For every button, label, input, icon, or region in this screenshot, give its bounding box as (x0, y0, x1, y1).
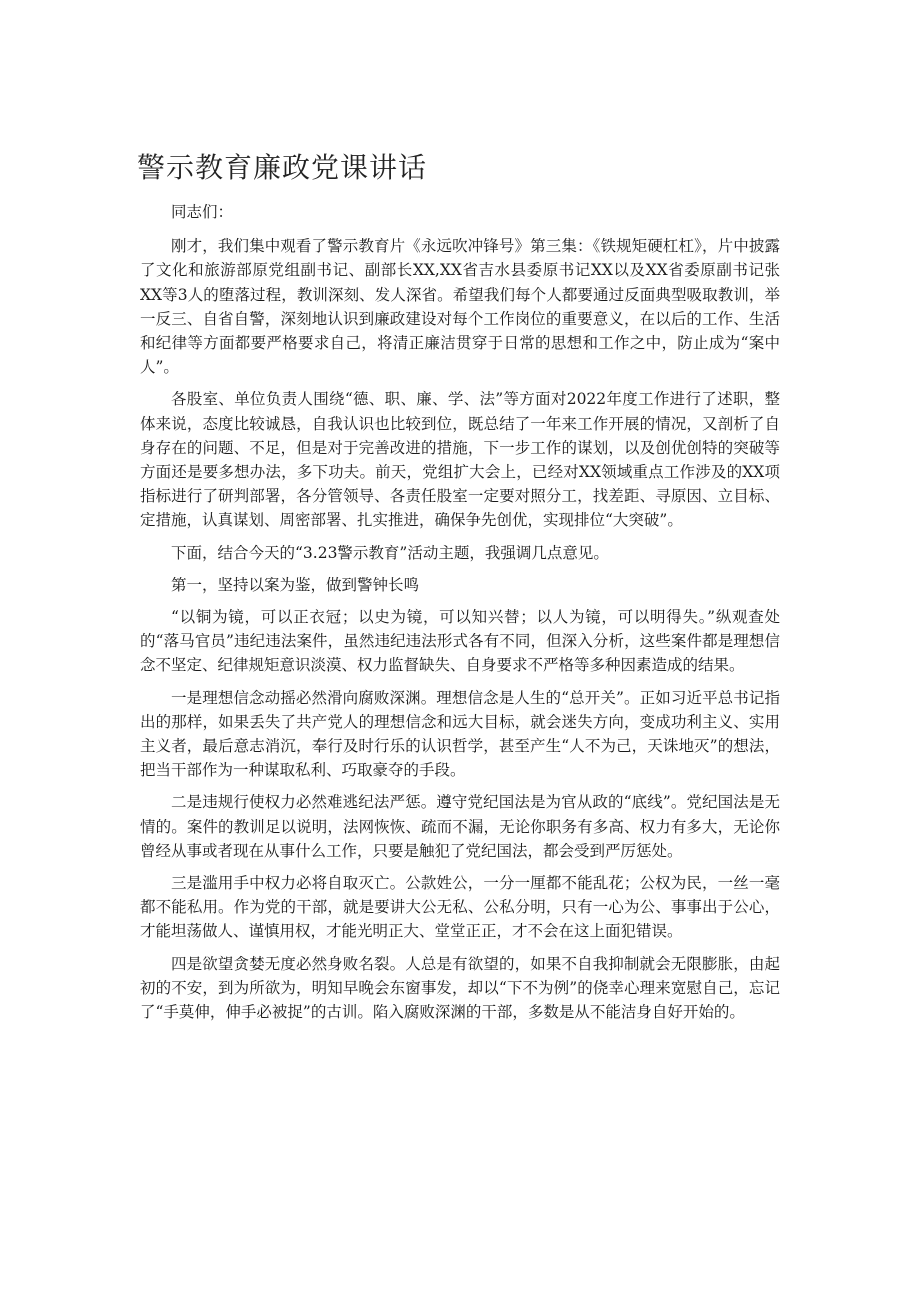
paragraph-point-three: 三是滥用手中权力必将自取灭亡。公款姓公，一分一厘都不能乱花；公权为民，一丝一毫都不能私用。作为党的干部，就是要讲大公无私、公私分明，只有一心为公、事事出于公心，才能坦荡做人、谨慎用权，才能光明正大、堂堂正正，才不会在这上面犯错误。 (140, 874, 780, 941)
document-body (140, 200, 780, 1032)
salutation: 同志们： (171, 203, 234, 221)
paragraph-point-two: 二是违规行使权力必然难逃纪法严惩。遵守党纪国法是为官从政的“底线”。党纪国法是无情的。案件的教训足以说明，法网恢恢、疏而不漏，无论你职务有多高、权力有多大，无论你曾经从事或者现在从事什么工作，只要是触犯了党纪国法，都会受到严厉惩处。 (140, 793, 780, 860)
section-heading: 第一，坚持以案为鉴，做到警钟长鸣 (171, 575, 420, 594)
document-title: 警示教育廉政党课讲话 (137, 151, 428, 184)
paragraph-quote: “以铜为镜，可以正衣冠；以史为镜，可以知兴替；以人为镜，可以明得失。”纵观查处的“落马官员”违纪违法案件，虽然违纪违法形式各有不同，但深入分析，这些案件都是理想信念不坚定、纪律规矩意识淡漠、权力监督缺失、自身要求不严格等多种因素造成的结果。 (140, 608, 780, 675)
paragraph-transition: 下面，结合今天的“3.23警示教育”活动主题，我强调几点意见。 (171, 543, 609, 562)
paragraph-review: 各股室、单位负责人围绕“德、职、廉、学、法”等方面对2022年度工作进行了述职，整体来说，态度比较诚恳，自我认识也比较到位，既总结了一年来工作开展的情况，又剖析了自身存在的问题、不足，但是对于完善改进的措施，下一步工作的谋划，以及创优创特的突破等方面还是要多想办法，多下功夫。前天，党组扩大会上，已经对XX领域重点工作涉及的XX项指标进行了研判部署，各分管领导、各责任股室一定要对照分工，找差距、寻原因、立目标、定措施，认真谋划、周密部署、扎实推进，确保争先创优，实现排位“大突破”。 (140, 390, 780, 530)
paragraph-intro: 刚才，我们集中观看了警示教育片《永远吹冲锋号》第三集：《铁规矩硬杠杠》，片中披露了文化和旅游部原党组副书记、副部长XX,XX省吉水县委原书记XX以及XX省委原副书记张XX等3人的堕落过程，教训深刻、发人深省。希望我们每个人都要通过反面典型吸取教训，举一反三、自省自警，深刻地认识到廉政建设对每个工作岗位的重要意义，在以后的工作、生活和纪律等方面都要严格要求自己，将清正廉洁贯穿于日常的思想和工作之中，防止成为“案中人”。 (140, 237, 780, 377)
paragraph-point-one: 一是理想信念动摇必然滑向腐败深渊。理想信念是人生的“总开关”。正如习近平总书记指出的那样，如果丢失了共产党人的理想信念和远大目标，就会迷失方向，变成功利主义、实用主义者，最后意志消沉，奉行及时行乐的认识哲学，甚至产生“人不为己，天诛地灭”的想法，把当干部作为一种谋取私利、巧取豪夺的手段。 (140, 688, 780, 780)
paragraph-point-four: 四是欲望贪婪无度必然身败名裂。人总是有欲望的，如果不自我抑制就会无限膨胀，由起初的不安，到为所欲为，明知早晚会东窗事发，却以“下不为例”的侥幸心理来宽慰自己，忘记了“手莫伸，伸手必被捉”的古训。陷入腐败深渊的干部，多数是从不能洁身自好开始的。 (140, 954, 780, 1022)
